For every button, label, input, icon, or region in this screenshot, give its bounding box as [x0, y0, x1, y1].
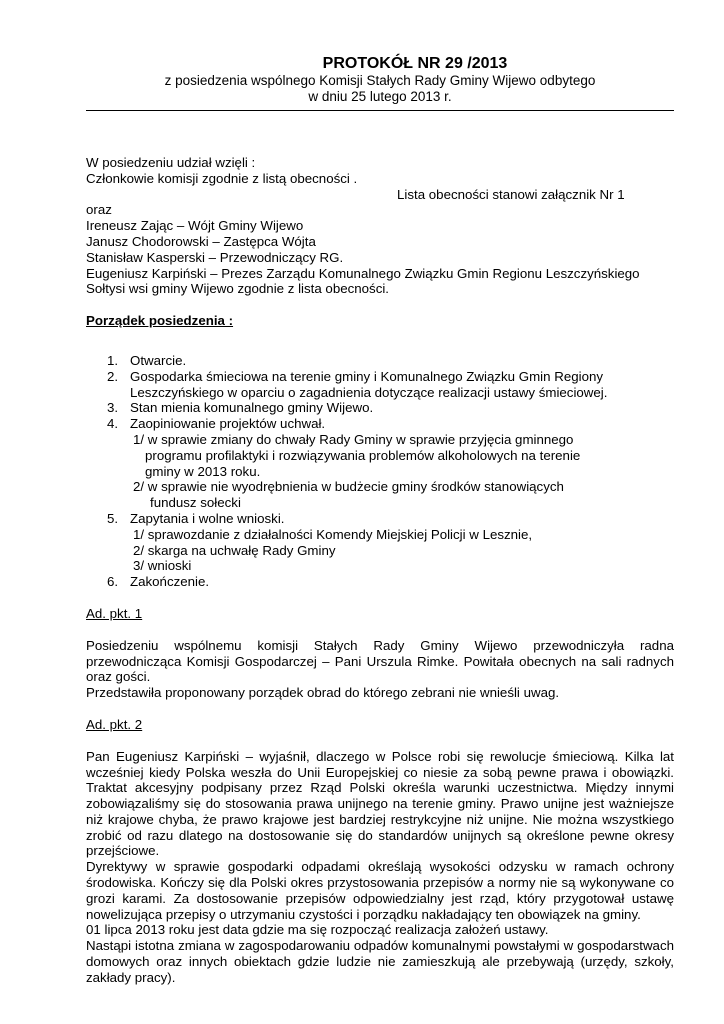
protocol-subtitle-line-1: z posiedzenia wspólnego Komisji Stałych Rady Gminy Wijewo odbytego — [164, 73, 596, 88]
agenda-item-number: 1. — [107, 352, 119, 368]
agenda-subitem-continuation: fundusz sołecki — [150, 495, 241, 511]
agenda-item-text: Zapytania i wolne wnioski. — [130, 510, 285, 526]
protocol-subtitle-line-2: w dniu 25 lutego 2013 r. — [308, 89, 452, 104]
agenda-item — [86, 369, 674, 401]
attendee-line: Eugeniusz Karpiński – Prezes Zarządu Komunalnego Związku Gmin Regionu Leszczyńskiego — [86, 265, 640, 281]
agenda-item — [86, 511, 674, 574]
agenda-item-number: 5. — [107, 510, 119, 526]
agenda-subitem: 1/ w sprawie zmiany do chwały Rady Gminy w sprawie przyjęcia gminnego — [133, 431, 574, 447]
agenda-item — [86, 353, 674, 369]
agenda-subitem-continuation: gminy w 2013 roku. — [145, 463, 261, 479]
agenda-heading: Porządek posiedzenia : — [86, 313, 234, 329]
agenda-subitem: 3/ wnioski — [133, 558, 192, 574]
header-divider — [86, 110, 674, 111]
document-body — [86, 155, 674, 986]
agenda-subitem: 2/ skarga na uchwałę Rady Gminy — [133, 542, 336, 558]
agenda-item-text: Stan mienia komunalnego gminy Wijewo. — [130, 400, 374, 416]
attendance-members: Członkowie komisji zgodnie z listą obecności . — [86, 170, 358, 186]
attendee-line: Ireneusz Zając – Wójt Gminy Wijewo — [86, 218, 304, 234]
pkt1-paragraph-2: Przedstawiła proponowany porządek obrad do którego zebrani nie wnieśli uwag. — [86, 685, 560, 701]
pkt2-paragraph-4: Nastąpi istotna zmiana w zagospodarowaniu odpadów komunalnymi powstałymi w gospodarstwach domowych oraz innych obiektach gdzie ludzie nie zamieszkują ale przebywają (urzędy, szkoły, zakłady pracy). — [86, 938, 674, 985]
attendee-line: Sołtysi wsi gminy Wijewo zgodnie z lista obecności. — [86, 281, 389, 297]
agenda-item-text: Gospodarka śmieciowa na terenie gminy i Komunalnego Związku Gmin Regiony — [130, 368, 604, 384]
agenda-item-number: 6. — [107, 574, 119, 590]
agenda-subitem: 1/ sprawozdanie z działalności Komendy Miejskiej Policji w Lesznie, — [133, 526, 533, 542]
agenda-item-text: Zaopiniowanie projektów uchwał. — [130, 416, 326, 432]
pkt1-paragraph-1: Posiedzeniu wspólnemu komisji Stałych Rady Gminy Wijewo przewodniczyła radna przewodnicząca Komisji Gospodarczej – Pani Urszula Rimke. Powitała obecnych na sali radnych oraz gości. — [86, 637, 674, 685]
agenda-item-text: Zakończenie. — [130, 574, 210, 590]
agenda-item-number: 3. — [107, 400, 119, 416]
agenda-item — [86, 574, 674, 590]
agenda-item — [86, 400, 674, 416]
attendee-line: Stanisław Kasperski – Przewodniczący RG. — [86, 249, 344, 265]
document-header — [86, 54, 674, 105]
agenda-item — [86, 416, 674, 511]
pkt2-paragraph-2: Dyrektywy w sprawie gospodarki odpadami określają wysokości odzysku w ramach ochrony środowiska. Kończy się dla Polski okres przystosowania przepisów a normy nie są wykonywane co grozi karami. Za dostosowanie przepisów odpowiedzialny jest rząd, który przygotował ustawę nowelizująca przepisy o utrzymaniu czystości i porządku nakładający ten obowiązek na gminy. — [86, 859, 674, 922]
attendance-oraz: oraz — [86, 202, 112, 218]
attendee-line: Janusz Chodorowski – Zastępca Wójta — [86, 233, 316, 249]
attendance-intro: W posiedzeniu udział wzięli : — [86, 155, 256, 170]
agenda-item-text: Leszczyńskiego w oparciu o zagadnienia dotyczące realizacji ustawy śmieciowej. — [130, 384, 608, 400]
agenda-item-number: 4. — [107, 416, 119, 432]
pkt2-paragraph-1: Pan Eugeniusz Karpiński – wyjaśnił, dlaczego w Polsce robi się rewolucje śmieciową. Kilka lat wcześniej kiedy Polska weszła do Unii Europejskiej co niesie za sobą pewne prawa i obowiązki. Traktat akcesyjny podpisany przez Rząd Polski określa warunki uczestnictwa. Między innymi zobowiązaliśmy się do stosowania prawa unijnego na terenie gminy. Prawo unijne jest ważniejsze niż krajowe chyba, że prawo krajowe jest bardziej restrykcyjne niż unijne. Nie można wszystkiego zrobić od razu dlatego na dostosowanie się do standardów unijnych są określone pewne okresy przejściowe. — [86, 748, 674, 859]
agenda-list — [86, 353, 674, 590]
attachment-note: Lista obecności stanowi załącznik Nr 1 — [397, 186, 625, 202]
protocol-title: PROTOKÓŁ NR 29 /2013 — [322, 55, 508, 72]
section-heading-pkt1: Ad. pkt. 1 — [86, 605, 143, 621]
pkt2-paragraph-3: 01 lipca 2013 roku jest data gdzie ma się rozpocząć realizacja założeń ustawy. — [86, 922, 549, 938]
agenda-item-text: Otwarcie. — [130, 352, 187, 368]
agenda-subitem-continuation: programu profilaktyki i rozwiązywania problemów alkoholowych na terenie — [145, 447, 581, 463]
agenda-item-number: 2. — [107, 368, 119, 384]
section-heading-pkt2: Ad. pkt. 2 — [86, 716, 143, 732]
agenda-subitem: 2/ w sprawie nie wyodrębnienia w budżecie gminy środków stanowiących — [133, 479, 564, 495]
